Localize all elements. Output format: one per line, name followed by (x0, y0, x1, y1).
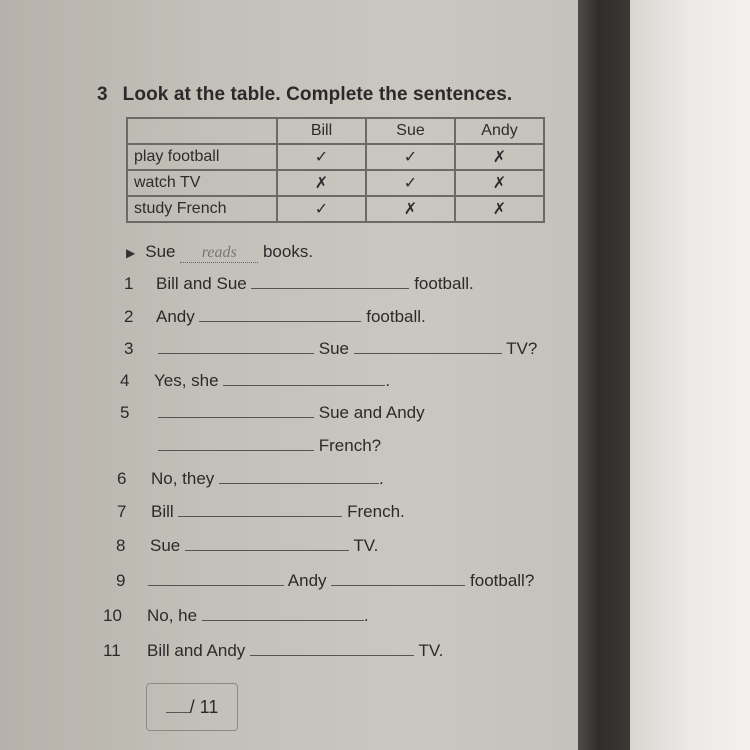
answer-blank[interactable] (178, 515, 342, 517)
sentence-5 (120, 403, 425, 423)
mark-cell: ✓ (366, 144, 455, 170)
table-header-cell: Bill (277, 118, 366, 144)
sentence-text: No, they (151, 469, 215, 488)
question-number: 3 (97, 84, 108, 105)
activity-cell: play football (127, 144, 277, 170)
sentence-number: 3 (124, 339, 134, 358)
sentence-text: football. (366, 307, 426, 326)
example-subject: Sue (145, 242, 176, 261)
score-blank[interactable] (166, 711, 190, 713)
sentence-text: Bill and Andy (147, 641, 246, 660)
page-binding-shadow (578, 0, 630, 750)
sentence-text: TV. (418, 641, 444, 660)
mark-cell: ✓ (366, 170, 455, 196)
sentence-text: Andy (156, 307, 195, 326)
activity-table (126, 117, 545, 223)
sentence-9 (116, 571, 534, 591)
sentence-text: Bill (151, 502, 174, 521)
sentence-text: . (363, 606, 369, 625)
table-row (127, 170, 544, 196)
sentence-number: 4 (120, 371, 130, 390)
answer-blank[interactable] (219, 482, 379, 484)
table-header-cell: Sue (366, 118, 455, 144)
sentence-11 (103, 641, 443, 661)
sentence-10 (103, 606, 369, 626)
sentence-number: 11 (103, 641, 121, 660)
mark-cell: ✗ (455, 170, 544, 196)
answer-blank[interactable] (199, 320, 361, 322)
sentence-number: 5 (120, 403, 130, 422)
answer-blank[interactable] (158, 416, 314, 418)
sentence-text: Sue (318, 339, 349, 358)
mark-cell: ✗ (277, 170, 366, 196)
score-box (146, 683, 238, 731)
sentence-1 (124, 274, 474, 294)
example-answer: reads (201, 244, 237, 261)
table-header-cell (127, 118, 277, 144)
sentence-text: No, he (147, 606, 198, 625)
sentence-text: football? (470, 571, 535, 590)
answer-blank[interactable] (148, 584, 284, 586)
sentence-3 (124, 339, 537, 359)
mark-cell: ✓ (277, 196, 366, 222)
table-header-cell: Andy (455, 118, 544, 144)
activity-cell: study French (127, 196, 277, 222)
sentence-text: French? (318, 436, 382, 455)
answer-blank[interactable] (331, 584, 465, 586)
sentence-6 (117, 469, 384, 489)
sentence-text: Yes, she (154, 371, 219, 390)
example-answer-field (180, 242, 258, 263)
table-header-row (127, 118, 544, 144)
sentence-4 (120, 371, 390, 391)
sentence-text: TV. (353, 536, 379, 555)
background-surface (630, 0, 750, 750)
answer-blank[interactable] (251, 287, 409, 289)
score-total: / 11 (189, 697, 219, 717)
answer-blank[interactable] (250, 654, 414, 656)
answer-blank[interactable] (158, 449, 314, 451)
example-sentence (126, 242, 313, 263)
mark-cell: ✗ (455, 196, 544, 222)
answer-blank[interactable] (354, 352, 502, 354)
sentence-number: 10 (103, 606, 122, 625)
sentence-number: 2 (124, 307, 134, 326)
sentence-text: . (385, 371, 391, 390)
arrow-icon: ▶ (126, 246, 136, 260)
answer-blank[interactable] (202, 619, 364, 621)
sentence-2 (124, 307, 426, 327)
answer-blank[interactable] (158, 352, 314, 354)
sentence-text: . (379, 469, 384, 488)
sentence-number: 6 (117, 469, 127, 488)
sentence-5-continued (158, 436, 381, 456)
mark-cell: ✗ (455, 144, 544, 170)
sentence-number: 8 (116, 536, 126, 555)
mark-cell: ✓ (277, 144, 366, 170)
answer-blank[interactable] (185, 549, 349, 551)
sentence-number: 1 (124, 274, 134, 293)
sentence-text: Bill and Sue (156, 274, 247, 293)
sentence-8 (116, 536, 378, 556)
mark-cell: ✗ (366, 196, 455, 222)
question-text: Look at the table. Complete the sentences. (122, 84, 513, 105)
example-rest: books. (262, 242, 314, 261)
table-row (127, 144, 544, 170)
sentence-text: TV? (506, 339, 538, 358)
question-heading (97, 84, 512, 106)
table-row (127, 196, 544, 222)
answer-blank[interactable] (223, 384, 385, 386)
sentence-text: Andy (287, 571, 327, 590)
sentence-text: French. (347, 502, 405, 521)
activity-cell: watch TV (127, 170, 277, 196)
sentence-number: 9 (116, 571, 126, 590)
sentence-text: Sue and Andy (318, 403, 425, 422)
sentence-7 (117, 502, 405, 522)
sentence-number: 7 (117, 502, 127, 521)
sentence-text: football. (414, 274, 474, 293)
sentence-text: Sue (150, 536, 181, 555)
